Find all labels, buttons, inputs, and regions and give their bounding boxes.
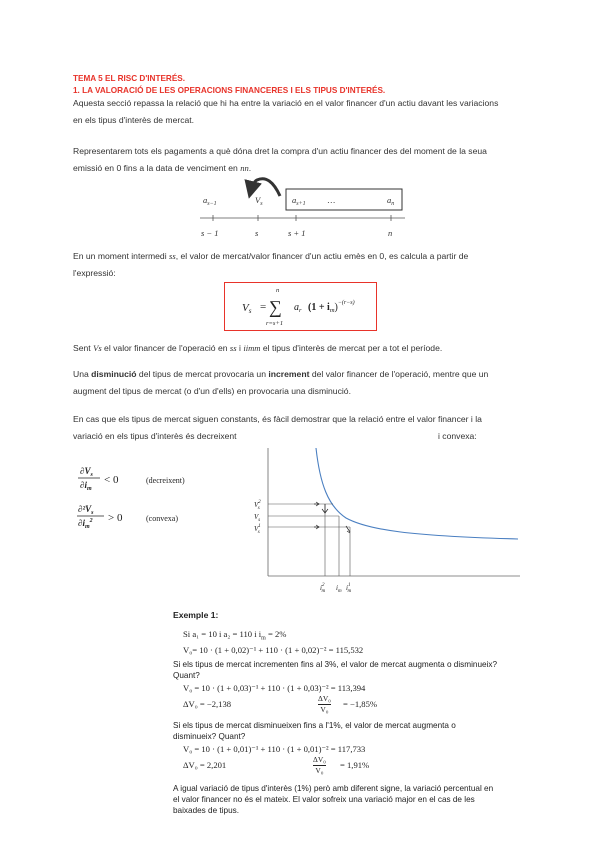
svg-text:(decreixent): (decreixent) xyxy=(146,476,185,485)
value-curve xyxy=(316,448,518,539)
effect-line-2: augment del tipus de mercat (o d'un d'ells) en provocaria una disminució. xyxy=(73,385,351,396)
label-v2: $V^2$ s xyxy=(254,500,261,511)
label-v1: $V^1$ s xyxy=(254,524,261,535)
svg-text:r=s+1: r=s+1 xyxy=(266,320,284,327)
payment-a-prev: $a_{s-1}$ xyxy=(203,195,217,207)
label-vs: $V_s$ xyxy=(254,513,261,523)
definition-paragraph: Sent Vs el valor financer de l'operació en ss i iimm el tipus d'interès de mercat per a tot el període. xyxy=(73,343,443,353)
svg-text:< 0: < 0 xyxy=(104,474,119,486)
example-given: Si a₁ = 10 i a₂ = 110 i $i_m = 2\%$ xyxy=(183,629,287,642)
svg-text:> 0: > 0 xyxy=(108,512,123,524)
payments-line-1: Representarem tots els pagaments a què dóna dret la compra d'un actiu financer des del moment de la seua xyxy=(73,146,487,156)
payment-a-n: $a_n$ xyxy=(387,195,395,207)
svg-text:∂im2: $\partial i_m^2$ xyxy=(78,518,93,530)
first-derivative xyxy=(78,466,185,492)
valuation-formula xyxy=(224,282,378,332)
label-i2: $i^2$ m xyxy=(320,583,326,594)
section-subtitle: 1. LA VALORACIÓ DE LES OPERACIONS FINANCERES I ELS TIPUS D'INTERÉS. xyxy=(73,86,386,95)
tick-s-minus-1: s − 1 xyxy=(201,228,219,238)
intro-line-2: en els tipus d'interès de mercat. xyxy=(73,114,195,125)
example-title: Exemple 1: xyxy=(173,610,219,620)
svg-text:Vs: Vs xyxy=(242,302,252,315)
label-im: $i_m$ xyxy=(336,584,342,594)
value-vs: $V_s$ xyxy=(255,195,263,207)
market-value-line-1: En un moment intermedi ss, el valor de mercat/valor financer d'un actiu emès en 0, es calcula a partir de xyxy=(73,251,469,261)
question-1: Si els tipus de mercat incrementen fins al 3%, el valor de mercat augmenta o disminueix? Quant? xyxy=(173,659,498,680)
ellipsis: … xyxy=(327,195,336,205)
intro-paragraph xyxy=(73,95,531,128)
svg-text:(1 + im)−(r−s): $(1 + i_m)^{-(r-s)}$ xyxy=(308,300,355,314)
price-yield-graph xyxy=(250,444,530,604)
discount-arrow xyxy=(251,179,280,196)
convexity-paragraph xyxy=(73,411,531,444)
intro-line-1: Aquesta secció repassa la relació que hi ha entre la variació en el valor financer d'un actiu davant les variacions xyxy=(73,98,499,108)
example-block xyxy=(173,610,523,816)
answer-2-change: ΔV₀ = 2,201 ΔV₀ V₀ = 1,91% xyxy=(183,754,370,775)
section-title: TEMA 5 EL RISC D'INTERÉS. xyxy=(73,74,186,83)
svg-text:=: = xyxy=(260,301,267,313)
label-i1: $i^1$ m xyxy=(346,583,352,594)
tick-s: s xyxy=(255,228,259,238)
market-value-paragraph xyxy=(73,248,531,281)
svg-text:∂im: $\partial i_m$ xyxy=(80,480,92,492)
answer-1-value: V₀ = 10 · (1 + 0,03)⁻¹ + 110 · (1 + 0,03)⁻² = 113,394 xyxy=(183,682,366,693)
question-2: Si els tipus de mercat disminueixen fins a l'1%, el valor de mercat augmenta o disminueix? Quant? xyxy=(173,720,456,741)
market-value-line-2: l'expressió: xyxy=(73,267,116,278)
timeline-diagram xyxy=(195,172,410,244)
payment-a-next: $a_{s+1}$ xyxy=(292,195,306,207)
derivative-conditions xyxy=(74,462,224,532)
effect-paragraph xyxy=(73,366,531,399)
tick-s-plus-1: s + 1 xyxy=(288,228,306,238)
convexity-line-2: variació en els tipus d'interès és decreixent i convexa: xyxy=(73,430,477,441)
sigma-sign: ∑ xyxy=(269,297,282,317)
payments-line-2: emissió en 0 fins a la data de venciment en nn. xyxy=(73,162,252,173)
example-v0: V₀= 10 · (1 + 0,02)⁻¹ + 110 · (1 + 0,02)⁻² = 115,532 xyxy=(183,644,364,655)
answer-1-change: ΔV₀ = −2,138 ΔV₀ V₀ = −1,85% xyxy=(183,693,378,714)
svg-text:∂²Vs: $\partial^2V_s$ xyxy=(78,504,94,516)
svg-text:∂Vs: $\partial V_s$ xyxy=(80,466,93,478)
answer-2-value: V₀ = 10 · (1 + 0,01)⁻¹ + 110 · (1 + 0,01)⁻² = 117,733 xyxy=(183,743,366,754)
svg-text:(convexa): (convexa) xyxy=(146,514,178,523)
tick-n: n xyxy=(388,228,393,238)
second-derivative xyxy=(77,504,178,530)
convexity-line-1: En cas que els tipus de mercat siguen constants, és fàcil demostrar que la relació entre el valor financer i la xyxy=(73,414,482,424)
svg-text:ar: $a_r$ xyxy=(294,302,302,314)
svg-text:n: n xyxy=(276,287,280,294)
effect-line-1: Una disminució del tipus de mercat provocaria un increment del valor financer de l'operació, mentre que un xyxy=(73,369,489,379)
example-conclusion: A igual variació de tipus d'interès (1%) però amb diferent signe, la variació percentual en el valor financer no és el mateix. El valor sofreix una variació major en el cas de les baixades de tipus. xyxy=(173,783,494,815)
